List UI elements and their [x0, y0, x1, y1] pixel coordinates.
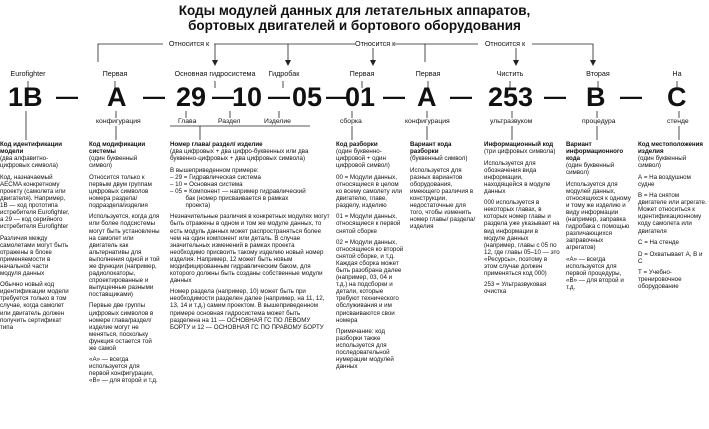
c8-item-t: Т = Учебно-тренировочное оборудование [638, 269, 682, 291]
c6-paragraph-2: 000 используется в некоторых главах, в которых номер главы и раздела уже указывает на вид информации в модуле данных (например, главы с 05 по 12, где главы 05–10 — это «Ресурсы», поэтому в этом случае должен применяться код 000) [484, 199, 560, 277]
c5-heading: Вариант кода разборки [410, 141, 452, 156]
c4-heading-sub: (один буквенно-цифровой + один цифровой символ) [336, 148, 390, 170]
c4-paragraph-3: 02 = Модули данных, относящиеся ко второй снятой сборке, и т.д. Каждая сборка может быть разобрана далее (например, 03, 04 и т.д.) на подсборки и детали, которые требуют технического обслуживания и им присваиваются свои номера [336, 239, 404, 324]
separator-7: — [450, 84, 472, 109]
caption-ultrasound: ультразвуком [490, 118, 533, 125]
column-chapter-section-subject [170, 141, 330, 335]
code-subject: 05 [292, 82, 323, 112]
c1-paragraph-2: Различия между самолетами могут быть отражены в блоке применяемости в начальной части модуля данных [0, 234, 69, 277]
header-tank: Гидробак [268, 69, 300, 78]
code-disassembly: 01 [345, 82, 376, 112]
c6-heading-sub: (три цифровых символа) [484, 148, 556, 156]
caption-subject: Изделие [264, 118, 291, 125]
column-model-identification [0, 141, 70, 335]
separator-8: — [544, 84, 566, 109]
relates-label-left: Относится к [168, 39, 210, 48]
separator-9: — [620, 84, 642, 109]
header-clean: Чистить [496, 69, 524, 78]
code-model: 1B [8, 82, 43, 112]
c2-paragraph-4: «А» — всегда используется для первой конфигурации, «В» — для второй и т.д. [89, 356, 158, 385]
c1-paragraph-3: Обычно новый код идентификации модели требуется только в том случае, когда самолет или двигатель должен получить сертификат типа [0, 281, 69, 331]
c8-heading: Код местоположения изделия [638, 141, 704, 156]
code-chapter: 29 [176, 82, 207, 112]
c2-paragraph-3: Первые две группы цифровых символов в номере глава/раздел/изделие могут не меняться, поскольку функция остается той же самой [89, 302, 154, 352]
caption-chapter: Глава [178, 118, 197, 125]
c4-paragraph-1: 00 = Модули данных, относящиеся в целом ко всему самолету или двигателю, главе, разделу, изделию [336, 173, 403, 209]
c8-item-b: В = На снятом двигателе или агрегате. Может относиться к идентификационному коду самолета или двигателя [638, 192, 707, 235]
c6-paragraph-1: Используется для обозначения вида информации, находящейся в модуле данных [484, 159, 551, 195]
caption-configuration-1: конфигурация [96, 118, 141, 125]
header-first-config: Первая [102, 69, 128, 78]
c5-heading-sub: (буквенный символ) [410, 155, 468, 163]
c1-heading: Код идентификации модели [0, 141, 63, 156]
c7-heading: Вариант информационного кода [566, 141, 624, 163]
c3-paragraph-3: Номер раздела (например, 10) может быть при необходимости разделен далее (например, на 11, 12, 13, 14 и т.д.) самим проектом. В вышеприведенном примере основная гидросистема может быть разделена на 11 — ОСНОВНАЯ ГС ПО ЛЕВОМУ БОРТУ и 12 — ОСНОВНАЯ ГС ПО ПРАВОМУ БОРТУ [170, 288, 325, 331]
c8-heading-sub: (один буквенный символ) [638, 155, 687, 170]
column-item-location [638, 141, 708, 295]
code-info-variant: B [586, 82, 606, 112]
header-on: На [672, 69, 682, 78]
c8-item-d: D = Охватывает А, В и С [638, 250, 703, 265]
c8-item-c: С = На стенде [638, 239, 679, 247]
title-line-1: Коды модулей данных для летательных аппаратов, [178, 3, 531, 18]
separator-6: — [383, 84, 405, 109]
c6-heading: Информационный код [484, 141, 554, 148]
c2-paragraph-1: Относится только к первым двум группам цифровых символов номера раздела/подраздела/изделия [89, 173, 152, 209]
header-first-variant: Первая [415, 69, 441, 78]
caption-stand: стенде [667, 118, 689, 125]
separator-1: — [56, 84, 78, 109]
separator-4: — [268, 84, 290, 109]
c4-paragraph-4: Примечание: код разборки также используется для последовательной нумерации модулей данных [336, 328, 394, 371]
separator-5: — [326, 84, 348, 109]
column-information-code [484, 141, 560, 300]
code-section: 10 [232, 82, 263, 112]
relates-label-right: Относится к [478, 40, 532, 48]
caption-assembly: сборка [340, 118, 362, 125]
page-title [0, 3, 709, 33]
caption-configuration-2: конфигурация [405, 118, 450, 125]
header-main-hydraulics: Основная гидросистема [174, 69, 256, 78]
c4-paragraph-2: 01 = Модули данных, относящиеся к первой снятой сборке [336, 213, 401, 235]
c7-heading-sub: (один буквенный символ) [566, 162, 615, 177]
c6-paragraph-3: 253 = Ультразвуковая очистка [484, 281, 547, 296]
c7-paragraph-2: «А» — всегда используется для первой процедуры, «В» — для второй и т.д. [566, 255, 624, 291]
code-location: C [667, 82, 687, 112]
c2-paragraph-2: Используется, когда для или более подсистемы могут быть установлены на самолет или двигатель как альтернативы для выполнения одной и той же функции (например, радиолокаторы, спроектированные и выпущенные разными поставщиками) [89, 213, 160, 298]
c7-paragraph-1: Используется для модулей данных, относящихся к одному и тому же изделию и виду информации (например, заправка гидробака с помощью различающихся заправочных агрегатов) [566, 180, 631, 252]
title-line-2: бортовых двигателей и бортового оборудования [188, 18, 521, 33]
header-eurofighter: Eurofighter [10, 69, 46, 78]
relates-label-middle: Относится к [355, 39, 396, 48]
c3-heading: Номер глава/ раздел/ изделие [170, 141, 263, 148]
code-information: 253 [488, 82, 534, 112]
header-second: Вторая [586, 69, 610, 78]
column-disassembly [336, 141, 404, 375]
header-first-assembly: Первая [349, 69, 375, 78]
c2-heading: Код модификации системы [89, 141, 146, 156]
column-disassembly-variant [410, 141, 480, 235]
column-system-difference [89, 141, 161, 389]
caption-procedure: процедура [582, 118, 616, 125]
c8-item-a: А = На воздушном судне [638, 173, 691, 188]
c5-paragraph-1: Используется для разных вариантов оборудования, имеющего различия в конструкции, недостаточные для того, чтобы изменить номер главы/ раздела/изделия [410, 166, 476, 231]
column-information-variant [566, 141, 632, 295]
separator-3: — [212, 84, 234, 109]
c3-heading-sub: (два цифровых + два цифро-буквенных или два буквенно-цифровых + два цифровых символа) [170, 148, 309, 163]
c3-paragraph-2: Незначительные различия в конкретных модулях могут быть отражены в одном и том же модуле данных, то есть модуль данных может распространяться более чем на один компонент или деталь. В случае значительных изменений в рамках проекта необходимо присвоить такому изделию новый номер изделия. Например, 12 может быть новым модифицированным гидравлическим баком, для которого должны быть созданы собственные модули данных [170, 213, 330, 284]
separator-2: — [143, 84, 165, 109]
caption-section: Раздел [218, 118, 241, 125]
c3-paragraph-1: В вышеприведенном примере: – 29 = Гидравлическая система – 10 = Основная система – 05 = Компонент — например гидравлический бак (номер присваивается в рамках проекта) [170, 166, 306, 209]
code-disassembly-variant: A [417, 82, 437, 112]
c4-heading: Код разборки [336, 141, 378, 148]
c1-heading-sub: (два алфавитно-цифровых символа) [0, 155, 58, 170]
c1-paragraph-1: Код, назначаемый AECMA конкретному проекту (самолета или двигателя). Например, 1В — код прототипа истребителя Eurofighter, а 29 — код серийного истребителя Eurofighter [0, 173, 70, 231]
code-system-diff: A [107, 82, 127, 112]
c2-heading-sub: (один буквенный символ) [89, 155, 138, 170]
